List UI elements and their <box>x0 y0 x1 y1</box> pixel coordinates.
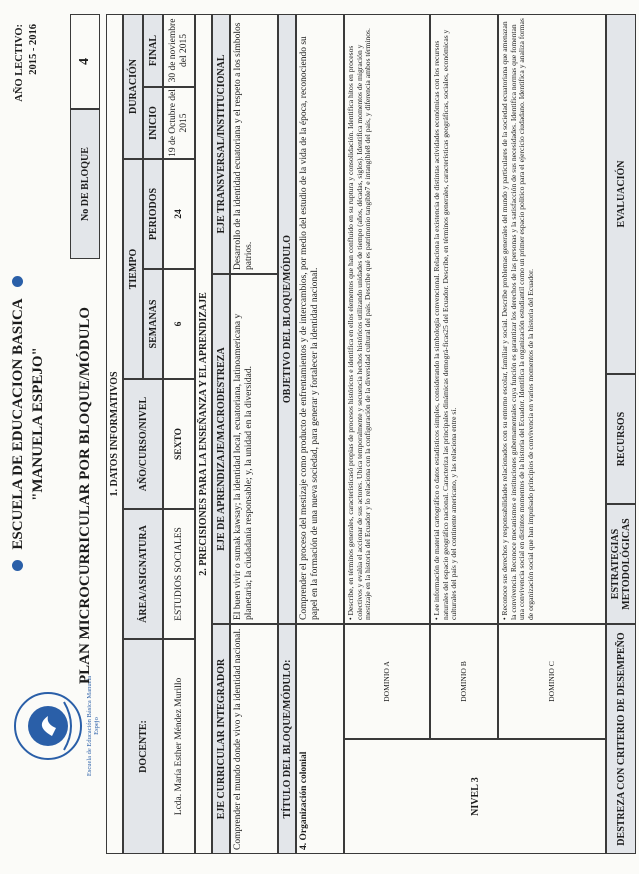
periods-label: PERIODOS <box>143 159 163 269</box>
teacher-value: Lcda. María Esther Méndez Murillo <box>163 639 195 854</box>
objective-value: Comprender el proceso del mestizaje como producto de enfrentamientos y de intercambios, por medio del estudio de la vida de la época, reconociendo su papel en la formación de una nueva sociedad, para generar y fortalecer la identidad nacional. <box>296 14 344 624</box>
school-year-label: AÑO LECTIVO: <box>14 24 25 102</box>
block-title-label: TÍTULO DEL BLOQUE/MÓDULO: <box>278 624 296 854</box>
end-label: FINAL <box>143 14 163 87</box>
evaluation-header: EVALUACIÓN <box>606 14 636 374</box>
blue-dot-right <box>12 276 23 287</box>
section-1-title: 1. DATOS INFORMATIVOS <box>106 14 123 854</box>
integrating-axis-value: Comprender el mundo donde vivo y la identidad nacional. <box>230 624 278 854</box>
subject-value: ESTUDIOS SOCIALES <box>163 509 195 639</box>
school-year-value: 2015 - 2016 <box>28 24 39 75</box>
teacher-label: DOCENTE: <box>123 639 163 854</box>
learning-axis-label: EJE DE APRENDIZAJE/MACRODESTREZA <box>212 274 230 624</box>
performance-skill-header: DESTREZA CON CRITERIO DE DESEMPEÑO <box>606 624 636 854</box>
school-name: ESCUELA DE EDUCACION BASICA <box>10 298 26 550</box>
domain-c-label: DOMINIO C <box>498 624 606 739</box>
domain-b-text: • Lee información de material cartográfico o datos estadísticos simples, considerando la simbología convencional. Relaciona la existencia de distintas actividades económicas con los recursos naturales del espacio geográfico nacional. Caracteriza las principales dinámicas demográ-ficas25 del Ecuador. Describe, en términos generales, características geográficas, sociales, económicas y culturales del país y del continente americano, y las relaciona entre sí. <box>430 14 498 624</box>
duration-label: DURACIÓN <box>123 14 143 159</box>
subject-label: ÁREA/ASIGNATURA <box>123 509 163 639</box>
strategies-header: ESTRATEGIAS METODOLÓGICAS <box>606 504 636 624</box>
transversal-axis-label: EJE TRANSVERSAL/INSTITUCIONAL <box>212 14 230 274</box>
level-value: NIVEL 3 <box>344 739 606 854</box>
integrating-axis-label: EJE CURRICULAR INTEGRADOR <box>212 624 230 854</box>
domain-a-text: • Describe, en términos generales, característicasó propias de procesos históricos e identifica en ellos elementos que han confluido en su ruptura y consolidación. Identifica hitos en procesos colectivos y evalúa el accionar de sus actores. Ubica temporalmente y secuencia hechos históricos utilizando unidades de tiempo (años, décadas, siglos). Identifica momentos de migración y mestizaje en la historia del Ecuador y lo relaciona con la configuración de la diversidad cultural del país. Describe qué es patrimonio tangible7 e intangible8 del país, y diferencia ambos términos. <box>344 14 430 624</box>
start-value: 19 de Octubre del 2015 <box>163 87 195 159</box>
weeks-label: SEMANAS <box>143 269 163 379</box>
objective-label: OBJETIVO DEL BLOQUE/MÓDULO <box>278 14 296 624</box>
block-title-value: 4. Organización colonial <box>296 624 344 854</box>
school-name-quote: "MANUELA ESPEJO" <box>30 347 46 501</box>
domain-c-text: • Reconoce sus derechos y responsabilidades relacionados con su entorno escolar, familiar y social. Describe problemas generales del mundo y particulares de la sociedad ecuatoriana que amenazan la convivencia. Reconoce mecanismos e instituciones gubernamentales cuya función es garantizar los derechos de las personas y la satisfacción de sus necesidades. Identifica normas que fomentan una convivencia social en distintos momentos de la historia del Ecuador. Identifica la organización estudiantil como un primer espacio político para el ejercicio ciudadano. Identifica y analiza formas de organización social que han impulsado principios de convivencia en varios momentos de la historia del Ecuador. <box>498 14 606 624</box>
school-logo <box>12 690 84 762</box>
start-label: INICIO <box>143 87 163 159</box>
transversal-axis-value: Desarrollo de la identidad ecuatoriana y el respeto a los símbolos patrios. <box>230 14 278 274</box>
blue-dot-left <box>12 560 23 571</box>
learning-axis-value: El buen vivir o sumak kawsay; la identidad local, ecuatoriana, latinoamericana y planetaria; la ciudadanía responsable; y, la unidad en la diversidad. <box>230 274 278 624</box>
time-label: TIEMPO <box>123 159 143 379</box>
plan-title: PLAN MICROCURRICULAR POR BLOQUE/MÓDULO <box>77 306 93 684</box>
course-value: SEXTO <box>163 379 195 509</box>
periods-value: 24 <box>163 159 195 269</box>
end-value: 30 de noviembre del 2015 <box>163 14 195 87</box>
domain-a-label: DOMINIO A <box>344 624 430 739</box>
domain-b-label: DOMINIO B <box>430 624 498 739</box>
weeks-value: 6 <box>163 269 195 379</box>
resources-header: RECURSOS <box>606 374 636 504</box>
block-number-label: No DE BLOQUE <box>70 109 100 259</box>
section-2-title: 2. PRECISIONES PARA LA ENSEÑANZA Y EL APRENDIZAJE <box>195 14 212 854</box>
logo-lettering: Escuela de Educación Básica Manuela Espejo <box>86 675 100 777</box>
course-label: AÑO/CURSO/NIVEL <box>123 379 163 509</box>
block-number-value: 4 <box>70 14 100 109</box>
